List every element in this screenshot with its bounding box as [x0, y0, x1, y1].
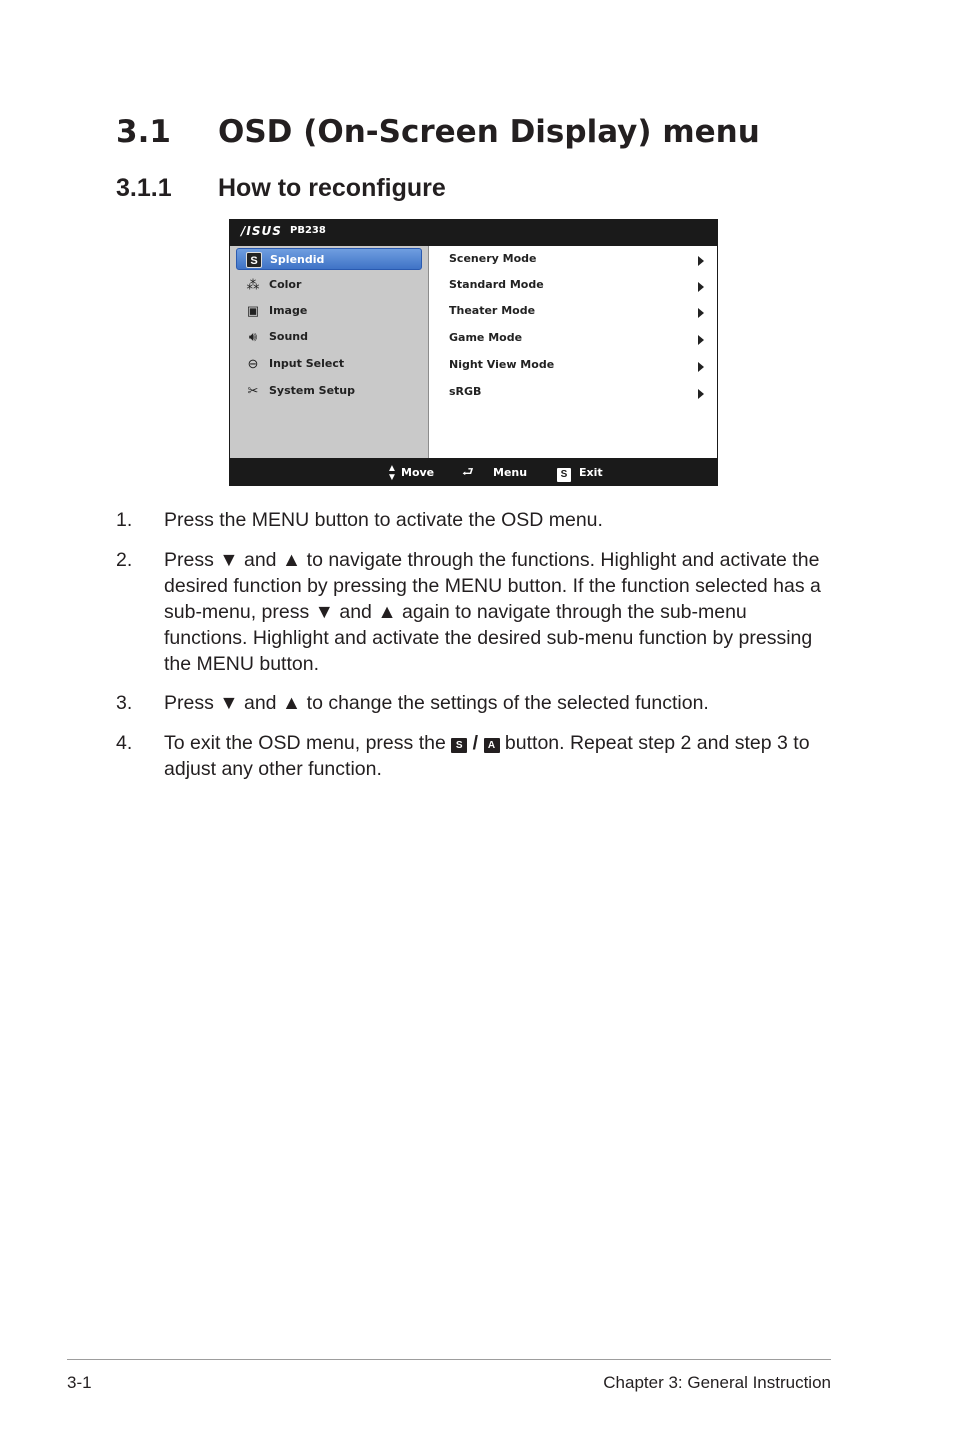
- sub-item-srgb[interactable]: [449, 384, 704, 402]
- menu-item-splendid[interactable]: [236, 248, 422, 270]
- osd-main-menu: [230, 246, 429, 458]
- osd-footer: ▲ ▼ Move ⮐ Menu S Exit: [229, 459, 718, 486]
- menu-item-color[interactable]: [236, 274, 422, 296]
- step-number: 4.: [116, 732, 133, 754]
- input-icon: ⊖: [247, 356, 259, 371]
- step-number: 3.: [116, 692, 133, 714]
- sub-item-label: Standard Mode: [449, 278, 544, 291]
- menu-item-image[interactable]: [236, 300, 422, 322]
- arrow-right-icon: [698, 256, 704, 266]
- step-text: Press the MENU button to activate the OSD menu.: [164, 509, 603, 531]
- up-down-arrows-icon: ▲ ▼: [387, 463, 397, 483]
- step-number: 1.: [116, 509, 133, 531]
- step-text: To exit the OSD menu, press the S / A button. Repeat step 2 and step 3 to adjust any other function.: [164, 732, 810, 780]
- menu-item-label: Image: [269, 304, 308, 317]
- a-key-icon: A: [484, 738, 500, 753]
- osd-sub-menu: [429, 246, 717, 458]
- section-number: 3.1: [116, 114, 171, 150]
- step-text: Press ▼ and ▲ to change the settings of the selected function.: [164, 692, 709, 714]
- color-icon: ⁂: [246, 277, 260, 292]
- chapter-title: Chapter 3: General Instruction: [603, 1373, 831, 1392]
- sub-item-label: Scenery Mode: [449, 252, 537, 265]
- step-text: Press ▼ and ▲ to navigate through the functions. Highlight and activate the desired function by pressing the MENU button. If the function selected has a sub-menu, press ▼ and ▲ again to navigate through the sub-menu functions. Highlight and activate the desired sub-menu function by pressing the MENU button.: [164, 549, 821, 675]
- arrow-right-icon: [698, 308, 704, 318]
- arrow-right-icon: [698, 389, 704, 399]
- menu-item-system-setup[interactable]: [236, 380, 422, 402]
- menu-item-label: Color: [269, 278, 302, 291]
- sub-item-theater-mode[interactable]: [449, 303, 704, 321]
- menu-item-label: Sound: [269, 330, 309, 343]
- sub-item-scenery-mode[interactable]: [449, 251, 704, 269]
- sub-item-night-view-mode[interactable]: [449, 357, 704, 375]
- osd-header: [229, 219, 718, 245]
- sub-item-label: Theater Mode: [449, 304, 536, 317]
- sub-item-standard-mode[interactable]: [449, 277, 704, 295]
- splendid-s-icon: S: [246, 252, 262, 268]
- model-name: PB238: [290, 225, 326, 236]
- enter-icon: ⮐: [462, 464, 474, 479]
- arrow-right-icon: [698, 282, 704, 292]
- s-key-icon: S: [451, 738, 467, 753]
- sub-item-label: Night View Mode: [449, 358, 555, 371]
- tools-icon: ✂: [247, 383, 259, 398]
- image-icon: ▣: [246, 303, 260, 318]
- subsection-number: 3.1.1: [116, 174, 172, 202]
- menu-item-input-select[interactable]: [236, 353, 422, 375]
- menu-item-label: Splendid: [270, 253, 325, 266]
- menu-item-sound[interactable]: [236, 326, 422, 348]
- footer-divider: [67, 1359, 831, 1360]
- menu-item-label: Input Select: [269, 357, 345, 370]
- arrow-right-icon: [698, 335, 704, 345]
- step-number: 2.: [116, 549, 133, 571]
- sub-item-label: Game Mode: [449, 331, 523, 344]
- sub-item-label: sRGB: [449, 385, 482, 398]
- section-title: OSD (On-Screen Display) menu: [218, 114, 760, 150]
- menu-item-label: System Setup: [269, 384, 355, 397]
- speaker-icon: 🔊︎: [248, 329, 258, 344]
- osd-menu-screenshot: [229, 219, 718, 486]
- sub-item-game-mode[interactable]: [449, 330, 704, 348]
- page-number: 3-1: [67, 1373, 92, 1392]
- asus-logo: /ISUS: [241, 224, 282, 238]
- s-key-icon: S: [557, 465, 571, 482]
- subsection-title: How to reconfigure: [218, 174, 446, 202]
- arrow-right-icon: [698, 362, 704, 372]
